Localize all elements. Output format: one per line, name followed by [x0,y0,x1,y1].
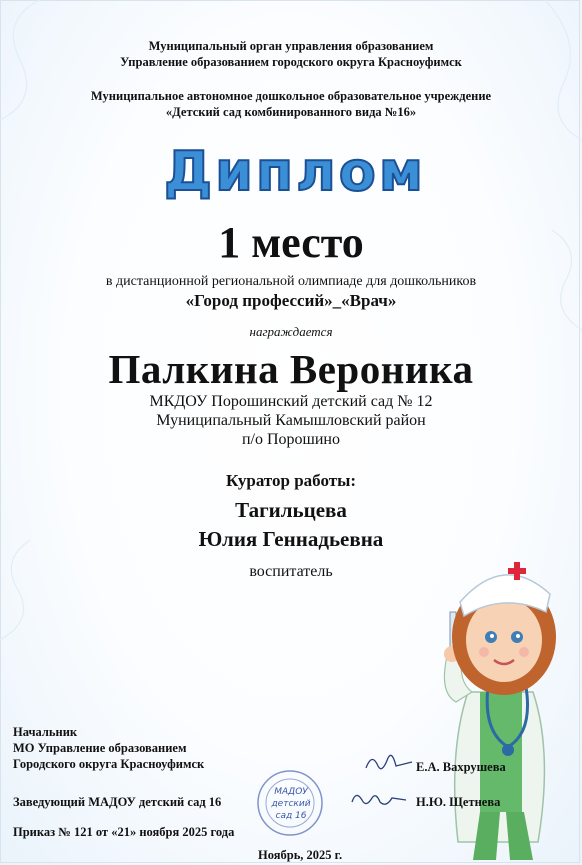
curator-position: воспитатель [249,563,333,580]
chief-name: Е.А. Вахрушева [416,760,506,774]
school-line-2: Муниципальный Камышловский район [156,412,426,429]
org-line-1: Муниципальный орган управления образованием [148,39,434,53]
org-line-2: Управление образованием городского округа Красноуфимск [120,55,462,69]
chief-title-line-2: МО Управление образованием [13,741,187,755]
institution-line-2: «Детский сад комбинированного вида №16» [165,105,417,119]
school-line-1: МКДОУ Порошинский детский сад № 12 [149,393,433,410]
recipient-school [0,392,582,449]
curator-surname: Тагильцева [235,498,347,522]
chief-title-line-3: Городского округа Красноуфимск [13,757,205,771]
chief-title-line-1: Начальник [13,725,78,739]
doctor-girl-illustration [428,542,578,860]
event-description: в дистанционной региональной олимпиаде для дошкольников [105,274,477,289]
institution-stamp [255,768,325,838]
stamp-line-2: детский [271,799,311,809]
stamp-line-1: МАДОУ [274,787,308,797]
order-reference: Приказ № 121 от «21» ноября 2025 года [13,825,235,839]
institution-line-1: Муниципальное автономное дошкольное образовательное учреждение [90,89,492,103]
institution-header [0,88,582,120]
stamp-line-3: сад 16 [275,811,307,821]
curator-given-names: Юлия Геннадьевна [198,527,384,551]
awarded-label: награждается [249,324,333,339]
school-line-3: п/о Порошино [241,431,340,448]
chief-signature [362,748,422,778]
head-signature [348,786,410,814]
diploma-title [150,140,440,202]
curator-label: Куратор работы: [225,471,357,490]
recipient-name: Палкина Вероника [108,346,474,392]
place-heading: 1 место [218,218,364,267]
chief-title [13,724,204,772]
organization-header [0,38,582,70]
event-name: «Город профессий»_«Врач» [185,291,397,310]
diploma-title-text: Диплом [163,140,427,202]
head-title: Заведующий МАДОУ детский сад 16 [13,795,222,809]
head-name: Н.Ю. Щетнева [416,795,501,809]
issue-date: Ноябрь, 2025 г. [258,848,343,862]
